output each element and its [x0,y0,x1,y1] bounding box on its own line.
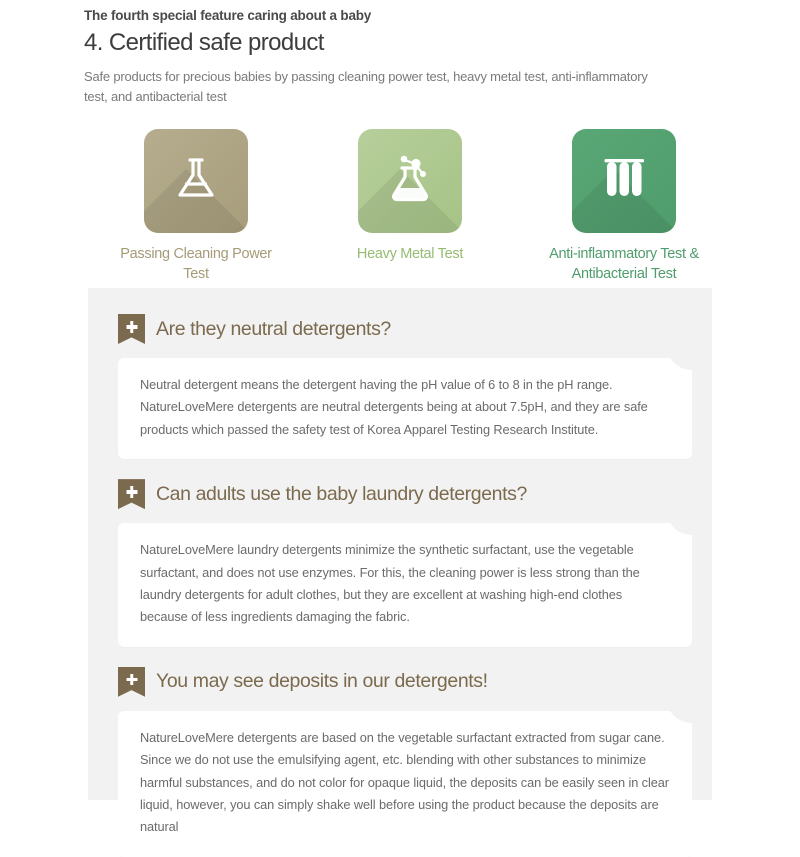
faq-answer-card [118,523,692,647]
faq-question: You may see deposits in our detergents! [156,670,488,693]
faq-header[interactable] [118,479,692,509]
header [0,0,800,107]
badge-heavy-metal-test [325,129,495,265]
badge-tile [358,129,462,233]
certification-badges [0,129,800,284]
faq-answer: NatureLoveMere detergents are based on the vegetable surfactant extracted from sugar cane. Since we do not use the emulsifying agent, etc. blending with other substances to minimize harmful substances, and do not color for opaque liquid, the deposits can be easily seen in clear liquid, however, you can simply shake well before using the product because the deposits are natural [140,729,669,835]
faq-item-deposits-in-detergents[interactable] [88,667,712,857]
plus-badge-icon [118,667,145,697]
page-subtitle: Safe products for precious babies by passing cleaning power test, heavy metal test, anti-inflammatory test, and antibacterial test [84,69,648,105]
test-tubes-icon [595,150,653,213]
faq-answer: NatureLoveMere laundry detergents minimize the synthetic surfactant, use the vegetable surfactant, and does not use enzymes. For this, the cleaning power is less strong than the laundry detergents for adult clothes, but they are excellent at washing high-end clothes because of less ingredients damaging the fabric. [140,542,640,625]
badge-anti-inflammatory-antibacterial-test [539,129,709,284]
faq-item-neutral-detergents[interactable] [88,314,712,459]
badge-passing-cleaning-power-test [111,129,281,284]
faq-header[interactable] [118,667,692,697]
faq-header[interactable] [118,314,692,344]
badge-label: Heavy Metal Test [356,246,464,263]
eyebrow-text: The fourth special feature caring about a baby [84,8,372,23]
molecule-flask-icon [381,150,439,213]
faq-panel [88,288,712,835]
faq-answer-card [118,711,692,857]
card-corner-accent [666,509,692,535]
badge-label: Anti-inflammatory Test & Antibacterial Test [549,246,699,282]
plus-badge-icon [118,479,145,509]
badge-tile [572,129,676,233]
card-corner-accent [666,344,692,370]
card-corner-accent [666,697,692,723]
faq-answer-card [118,358,692,459]
page-title: 4. Certified safe product [84,29,324,56]
plus-badge-icon [118,314,145,344]
badge-label: Passing Cleaning Power Test [120,246,272,282]
badge-tile [144,129,248,233]
flask-icon [168,151,224,212]
faq-question: Are they neutral detergents? [156,317,391,340]
faq-answer: Neutral detergent means the detergent having the pH value of 6 to 8 in the pH range. NatureLoveMere detergents are neutral detergents being at about 7.5pH, and they are safe products which passed the safety test of Korea Apparel Testing Research Institute. [140,377,648,437]
faq-question: Can adults use the baby laundry detergents? [156,482,527,505]
faq-item-adults-use-baby-laundry-detergents[interactable] [88,479,712,647]
